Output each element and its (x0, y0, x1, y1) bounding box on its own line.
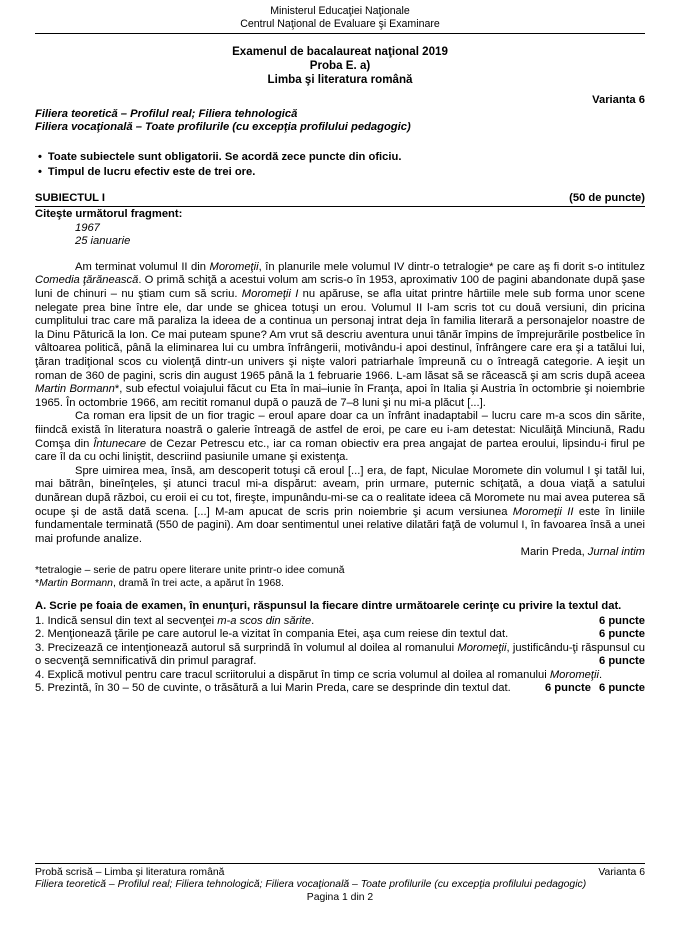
question-5 (35, 682, 645, 696)
exam-title: Examenul de bacalaureat naţional 2019 (232, 45, 448, 58)
question-4-points: 6 puncte (598, 682, 645, 695)
question-4-text: 4. Explică motivul pentru care tracul scriitorului a dispărut în timp ce scria volumul al doilea al romanului Moromeţii. (35, 668, 603, 681)
fragment-date-day: 25 ianuarie (75, 235, 131, 248)
fragment-paragraph-1: Am terminat volumul II din Moromeţii, în planurile mele volumul IV dintr-o tetralogie* pe care aş fi dorit s-o intitulez Comedia ţărănească. O primă schiţă a acestui volum am scris-o în 1953, aproximativ 100 de pagini abandonate după şase luni de chinuri – nu ştiam cum să scriu. Moromeţii I nu apăruse, se afla uitat printre hârtiile mele sub forma unor scene nelegate prea bine între ele, dar unde se ghicea totuşi un erou. Volumul II l-am scris tot cu două versiuni, din pricina cumplitului trac care mă paraliza la ideea de a continua un personaj intrat deja în familia literară a personajelor noastre de la Dinu Păturică la Ion. Ce mai puteam spune? Am vrut să descriu aventura unui tânăr împins de împrejurările postbelice în vâltoarea politică, până la eliminarea lui cu umbra înfrângerii, motivându-i apoi destinul, înfrângere care era şi a tatălui lui, ţăran tradiţional scos cu violenţă dintr-un univers şi nişte valori patriarhale împreună cu o întreagă categorie. A ieşit un roman de 360 de pagini, scris din august 1965 până la 1 februarie 1966. L-am lăsat să se răcească şi am scris după aceea Martin Bormann*, sub efectul voiajului făcut cu Eta în mai–iunie în Franţa, apoi în Italia şi Austria în octombrie şi noiembrie 1965. În octombrie 1966, am recitit romanul după o pauză de 7–8 luni şi nu mi-a plăcut [...]. (35, 260, 646, 409)
footnote-tetralogie: *tetralogie – serie de patru opere literare unite printr-o idee comună (35, 564, 345, 576)
page-footer (35, 863, 645, 905)
instruction-item (35, 165, 645, 179)
general-instructions (35, 150, 645, 178)
question-2 (35, 628, 645, 642)
question-1-text: 1. Indică sensul din text al secvenţei m-a scos din sărite. (35, 614, 315, 627)
footnotes-block (35, 564, 645, 590)
header-divider (35, 33, 645, 34)
variant-label: Varianta 6 (592, 94, 645, 106)
ministry-header (35, 5, 645, 31)
filiera-block (35, 108, 645, 135)
question-3 (35, 642, 645, 669)
evaluation-center-name: Centrul Naţional de Evaluare şi Examinare (240, 18, 440, 30)
footnote-martin-bormann: *Martin Bormann, dramă în trei acte, a apărut în 1968. (35, 577, 284, 589)
page-number: Pagina 1 din 2 (306, 892, 374, 904)
footer-filiera: Filiera teoretică – Profilul real; Filiera tehnologică; Filiera vocaţională – Toate profilurile (cu excepţia profilului pedagogic) (35, 879, 587, 891)
bullet-icon: • (38, 165, 42, 178)
question-1 (35, 615, 645, 629)
question-3-text: 3. Precizează ce intenţionează autorul să surprindă în volumul al doilea al romanului Moromeţii, justificându-ţi răspunsul cu o secvenţă semnificativă din primul paragraf. (35, 641, 645, 668)
bullet-icon: • (38, 151, 42, 164)
subject1-title: SUBIECTUL I (35, 191, 106, 204)
fragment-date-year: 1967 (75, 222, 100, 234)
exam-subject: Limba şi literatura română (267, 73, 413, 86)
instruction-text: Timpul de lucru efectiv este de trei ore. (47, 165, 256, 178)
instruction-text: Toate subiectele sunt obligatorii. Se acordă zece puncte din oficiu. (47, 151, 402, 164)
instruction-item (35, 150, 645, 164)
questions-list (35, 615, 645, 696)
section-a-title: A. Scrie pe foaia de examen, în enunţuri, răspunsul la fiecare dintre următoarele cerinţe cu privire la textul dat. (35, 599, 622, 612)
exam-proba: Proba E. a) (309, 59, 371, 72)
question-2-text: 2. Menţionează ţările pe care autorul le-a vizitat în compania Etei, aşa cum reiese din textul dat. (35, 628, 509, 641)
question-3-points: 6 puncte (598, 655, 645, 668)
footer-variant-label: Varianta 6 (598, 866, 645, 878)
subject1-points: (50 de puncte) (569, 191, 645, 204)
filiera-line-1: Filiera teoretică – Profilul real; Filiera tehnologică (35, 107, 298, 120)
ministry-name: Ministerul Educaţiei Naţionale (270, 5, 410, 17)
fragment-instruction: Citeşte următorul fragment: (35, 208, 183, 221)
footer-row (35, 867, 645, 880)
fragment-paragraph-3: Spre uimirea mea, însă, am descoperit totuşi că eroul [...] era, de fapt, Niculae Moromete din volumul I şi tatăl lui, mai bătrân, bineînţeles, şi atunci tracul mi-a dispărut: aveam, prin urmare, puternic schiţată, a doua viaţă a satului dunărean după război, cu eroii ei cu tot, fireşte, impunându-mi-se ca o realitate ideea că Moromete nu mai avea puterea să ocupe şi de astă dată scena. [...] M-am apucat de scris prin noiembrie şi acum versiunea Moromeţii II este în liniile fundamentale terminată (550 de pagini). Am doar sentimentul unei relative dilatări faţă de volumul I, în favoarea însă a unei mai profunde analize. (35, 464, 645, 545)
exam-title-block (35, 45, 645, 87)
question-2-points: 6 puncte (598, 628, 645, 641)
subject1-header (35, 192, 645, 208)
fragment-paragraph-2: Ca roman era lipsit de un fior tragic – eroul apare doar ca un înfrânt inadaptabil – lucru care m-a scos din sărite, fiindcă există în literatura noastră o galerie întreagă de astfel de eroi, pe care eu i-am detestat: Niculăiţă Minciună, Radu Comşa din Întunecare de Cezar Petrescu etc., iar ca roman obiectiv era prea angajat de partea eroului, lipsindu-i firul pe care îl da cu ochi liniştit, descriind pasiunile umane şi existenţa. (35, 410, 645, 464)
filiera-line-2: Filiera vocaţională – Toate profilurile (cu excepţia profilului pedagogic) (35, 121, 411, 133)
question-5-points: 6 puncte (544, 682, 591, 695)
question-5-text: 5. Prezintă, în 30 – 50 de cuvinte, o trăsătură a lui Marin Preda, care se desprinde din textul dat. (35, 682, 511, 695)
question-1-points: 6 puncte (598, 614, 645, 627)
footer-exam-label: Probă scrisă – Limba şi literatura română (35, 866, 225, 878)
author-attribution: Marin Preda, Jurnal intim (520, 546, 645, 559)
